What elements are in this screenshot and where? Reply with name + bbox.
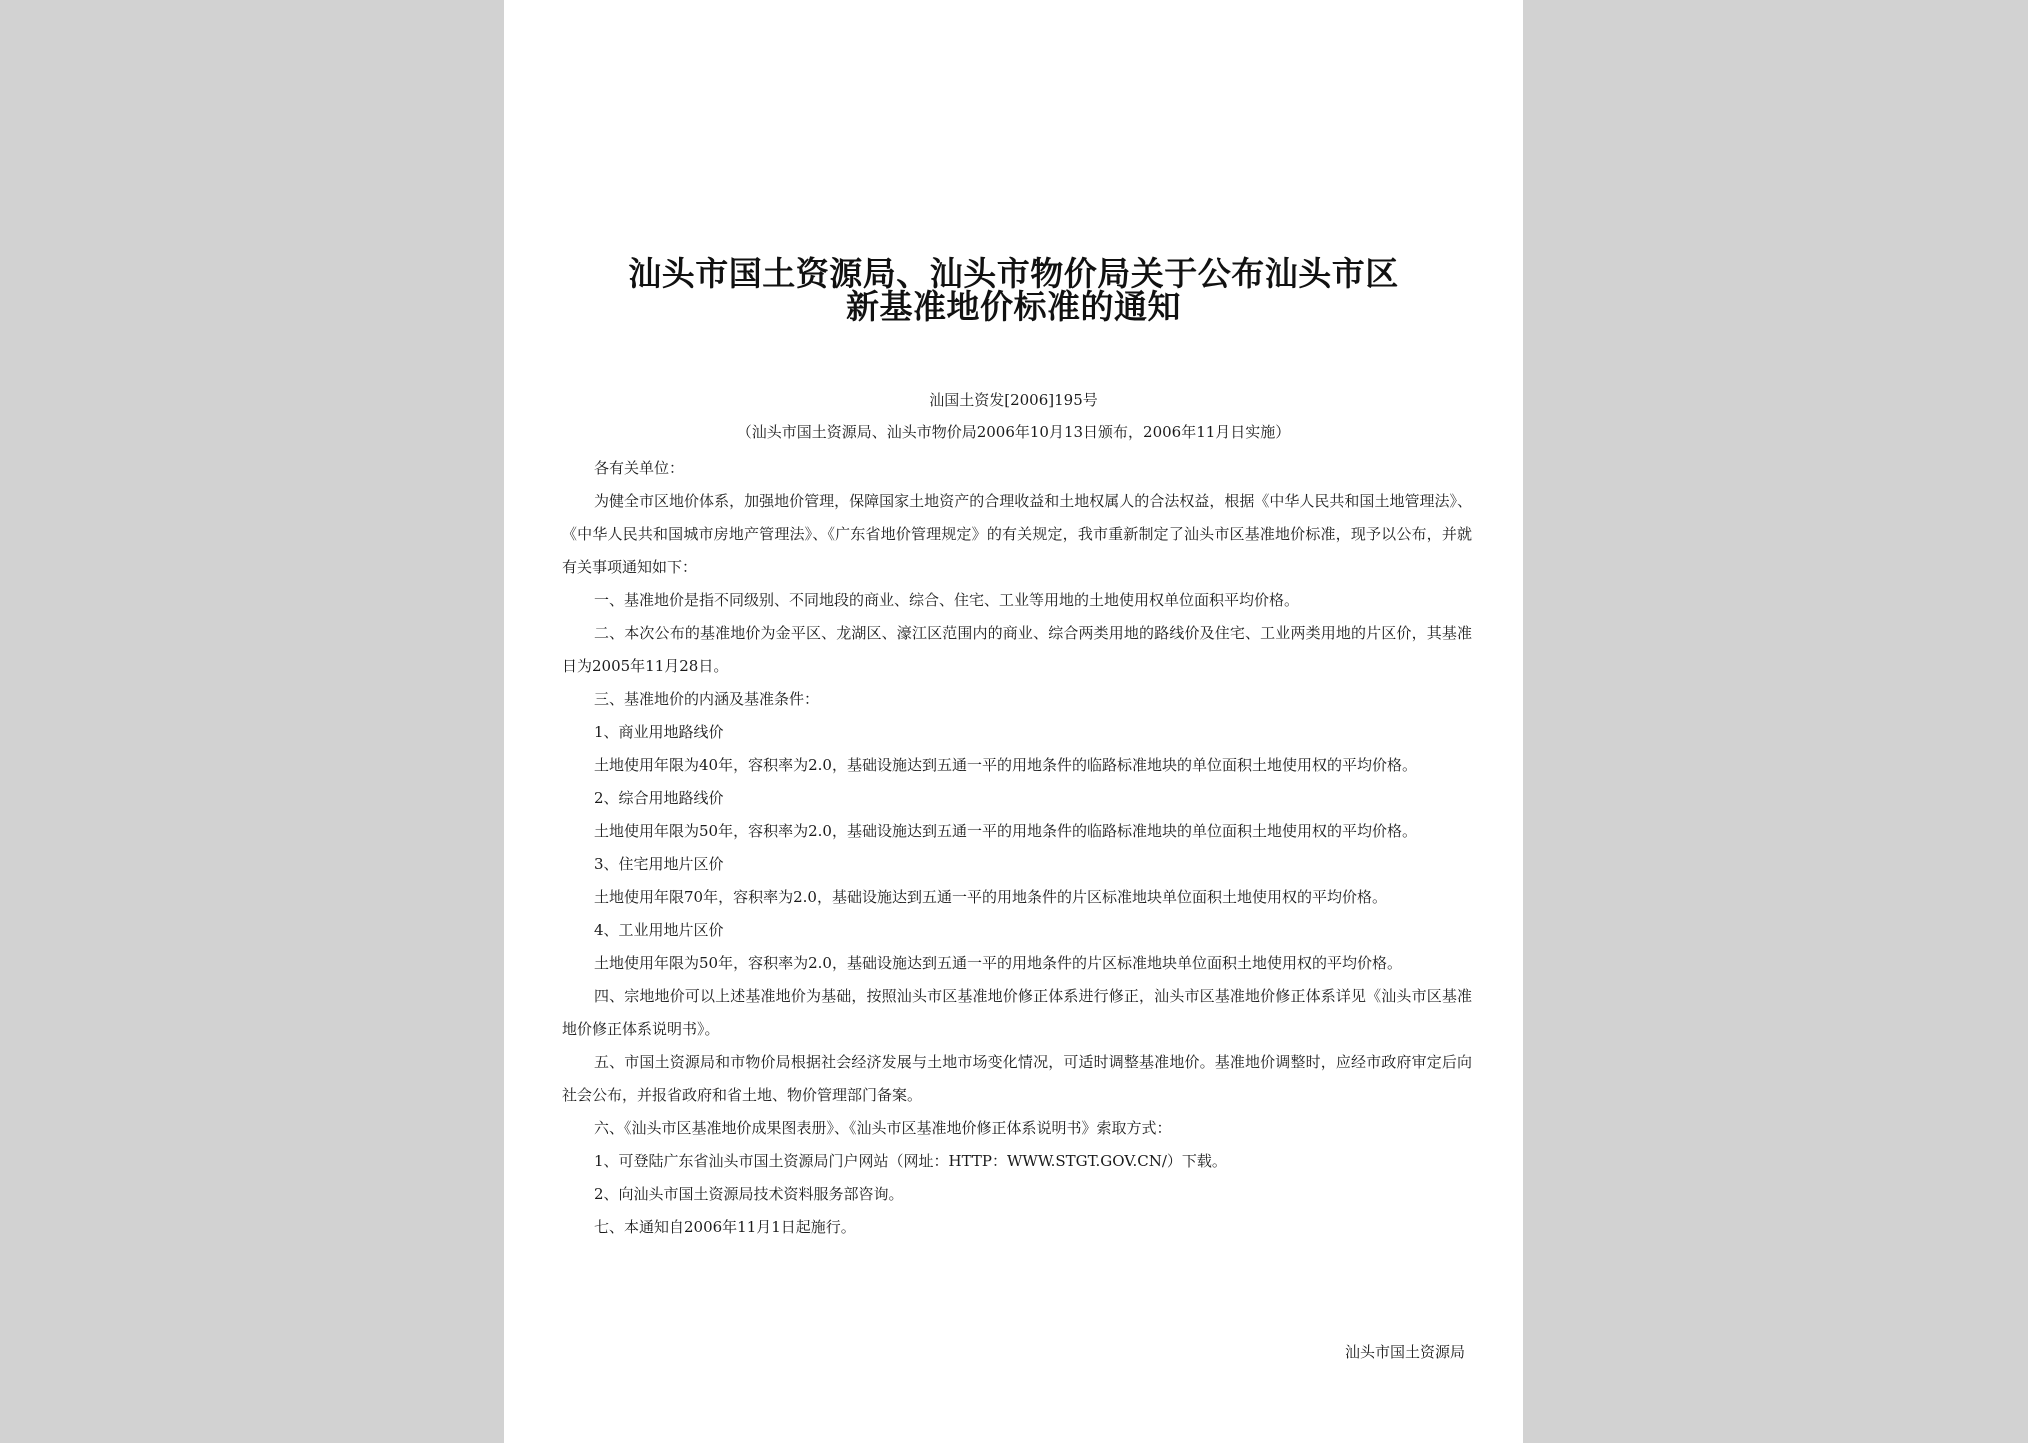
paragraph-mixed: 土地使用年限为50年，容积率为2.0，基础设施达到五通一平的用地条件的临路标准地块的单位面积土地使用权的平均价格。 — [594, 822, 1417, 840]
title-line-1: 汕头市国土资源局、汕头市物价局关于公布汕头市区 — [628, 254, 1399, 293]
paragraph-consult: 2、向汕头市国土资源局技术资料服务部咨询。 — [594, 1185, 904, 1203]
paragraph-item-1: 一、基准地价是指不同级别、不同地段的商业、综合、住宅、工业等用地的土地使用权单位面积平均价格。 — [594, 591, 1300, 609]
document-page — [504, 0, 1523, 1443]
paragraph-residential: 土地使用年限70年，容积率为2.0，基础设施达到五通一平的用地条件的片区标准地块单位面积土地使用权的平均价格。 — [594, 888, 1387, 906]
document-title — [504, 254, 1523, 326]
salutation: 各有关单位： — [594, 459, 685, 477]
title-line-2: 新基准地价标准的通知 — [846, 287, 1181, 326]
paragraph-item-4: 四、宗地地价可以上述基准地价为基础，按照汕头市区基准地价修正体系进行修正，汕头市区基准地价修正体系详见《汕头市区基准地价修正体系说明书》。 — [562, 987, 1472, 1038]
subheading-mixed: 2、综合用地路线价 — [594, 789, 724, 807]
paragraph-item-5: 五、市国土资源局和市物价局根据社会经济发展与土地市场变化情况，可适时调整基准地价。基准地价调整时，应经市政府审定后向社会公布，并报省政府和省土地、物价管理部门备案。 — [562, 1053, 1472, 1104]
issued-info: （汕头市国土资源局、汕头市物价局2006年10月13日颁布，2006年11月日实施） — [736, 423, 1291, 441]
subheading-residential: 3、住宅用地片区价 — [594, 855, 724, 873]
paragraph-download: 1、可登陆广东省汕头市国土资源局门户网站（网址：HTTP：WWW.STGT.GOV.CN/）下载。 — [594, 1152, 1227, 1170]
document-number: 汕国土资发[2006]195号 — [929, 391, 1098, 409]
paragraph-item-6: 六、《汕头市区基准地价成果图表册》、《汕头市区基准地价修正体系说明书》索取方式： — [594, 1119, 1172, 1137]
subheading-industrial: 4、工业用地片区价 — [594, 921, 724, 939]
document-body — [562, 452, 1472, 1244]
subheading-commercial: 1、商业用地路线价 — [594, 723, 724, 741]
paragraph-item-3: 三、基准地价的内涵及基准条件： — [594, 690, 820, 708]
signature: 汕头市国土资源局 — [1344, 1343, 1465, 1361]
paragraph-item-2: 二、本次公布的基准地价为金平区、龙湖区、濠江区范围内的商业、综合两类用地的路线价及住宅、工业两类用地的片区价，其基准日为2005年11月28日。 — [562, 624, 1472, 675]
paragraph-industrial: 土地使用年限为50年，容积率为2.0，基础设施达到五通一平的用地条件的片区标准地块单位面积土地使用权的平均价格。 — [594, 954, 1402, 972]
paragraph-item-7: 七、本通知自2006年11月1日起施行。 — [594, 1218, 856, 1236]
paragraph-intro: 为健全市区地价体系，加强地价管理，保障国家土地资产的合理收益和土地权属人的合法权益，根据《中华人民共和国土地管理法》、《中华人民共和国城市房地产管理法》、《广东省地价管理规定》的有关规定，我市重新制定了汕头市区基准地价标准，现予以公布，并就有关事项通知如下： — [562, 492, 1472, 576]
paragraph-commercial: 土地使用年限为40年，容积率为2.0，基础设施达到五通一平的用地条件的临路标准地块的单位面积土地使用权的平均价格。 — [594, 756, 1417, 774]
